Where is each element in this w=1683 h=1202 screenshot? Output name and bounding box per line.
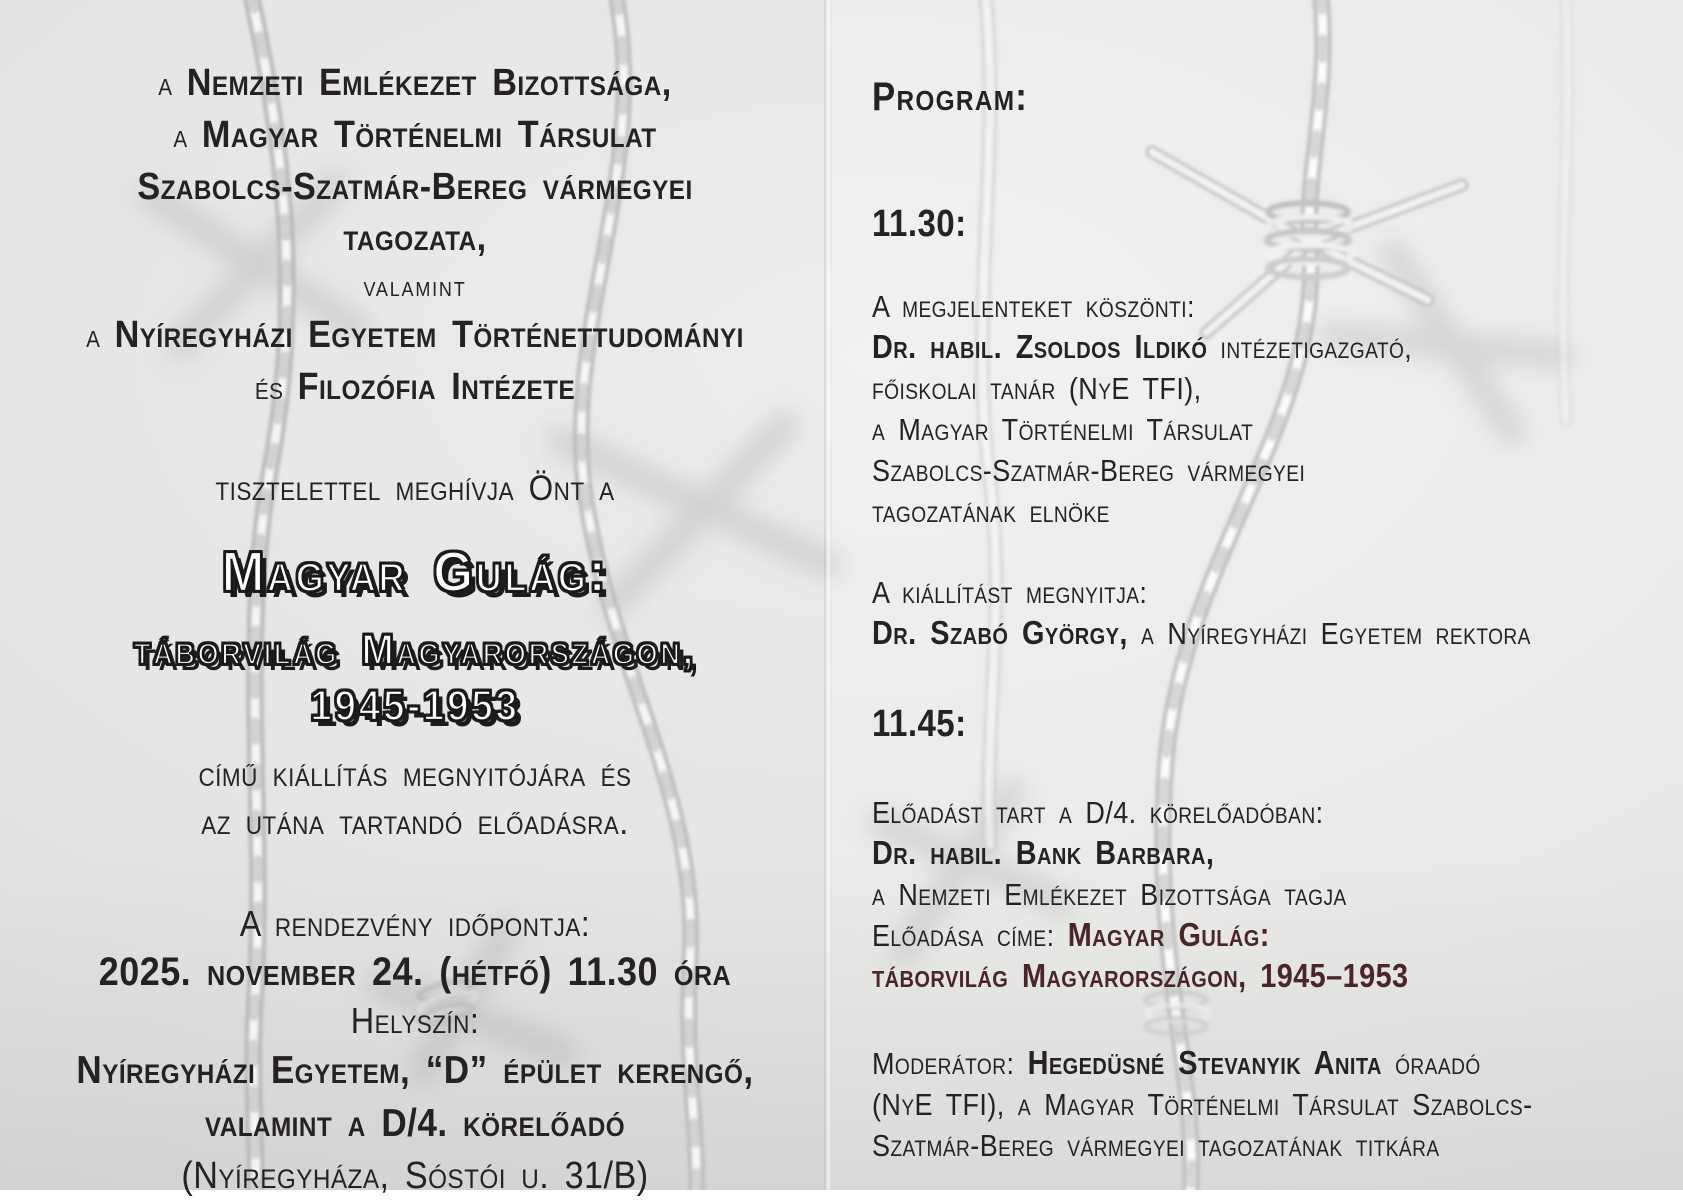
- article: és: [254, 370, 298, 407]
- organizer-line-1: [67, 58, 764, 110]
- lecture-title-part-2: táborvilág Magyarországon, 1945–1953: [872, 958, 1409, 995]
- opening-label: A kiállítást megnyitja:: [872, 575, 1148, 610]
- exhibition-title-line-1: Magyar Gulág:: [221, 540, 609, 604]
- moderator-name: Hegedüsné Stevanyik Anita: [1027, 1045, 1382, 1082]
- speaker-name: Dr. habil. Zsoldos Ildikó: [872, 329, 1208, 366]
- lecture-label: Előadást tart a D/4. körelőadóban:: [872, 795, 1324, 830]
- moderator-line: [872, 1043, 1638, 1084]
- organizer-name: Filozófia Intézete: [297, 366, 576, 408]
- greeting-speaker: [872, 327, 1638, 368]
- organizer-name: Magyar Történelmi Társulat: [201, 114, 657, 156]
- speaker-name: Dr. Szabó György,: [872, 615, 1128, 652]
- lecture-line-2: a Nemzeti Emlékezet Bizottsága tagja: [872, 877, 1347, 912]
- organizer-line-2: [67, 110, 764, 162]
- greeting-line-3: a Magyar Történelmi Társulat: [872, 412, 1254, 447]
- article: a: [173, 118, 202, 155]
- event-date-label: A rendezvény időpontja:: [239, 903, 591, 944]
- organizer-line-3: Szabolcs-Szatmár-Bereg vármegyei tagozata,: [137, 166, 693, 259]
- venue-address: (Nyíregyháza, Sóstói u. 31/B): [181, 1155, 649, 1197]
- speaker-role: a Nyíregyházi Egyetem rektora: [1127, 616, 1531, 651]
- article: a: [158, 66, 187, 103]
- lecture-title-line: [872, 915, 1638, 956]
- subtitle-line-2: az utána tartandó előadásra.: [201, 801, 629, 842]
- invitation-phrase: tisztelettel meghívja Önt a: [215, 469, 615, 508]
- event-date-value: 2025. november 24. (hétfő) 11.30 óra: [98, 950, 732, 994]
- organizer-line-5: [67, 362, 764, 414]
- article: a: [86, 318, 115, 355]
- venue-line-1: Nyíregyházi Egyetem, “D” épület kerengő,: [76, 1049, 754, 1092]
- subtitle-line-1: című kiállítás megnyitójára és: [198, 753, 632, 794]
- organizer-name: Nemzeti Emlékezet Bizottsága,: [186, 62, 672, 104]
- greeting-label: A megjelenteket köszönti:: [872, 289, 1195, 324]
- invitation-left-page: [67, 58, 764, 1202]
- organizer-line-4: [67, 310, 764, 362]
- subtitle: [67, 750, 764, 846]
- lecture-title-label: Előadása címe:: [872, 918, 1068, 953]
- program-right-page: [872, 74, 1638, 1166]
- moderator-label: Moderátor:: [872, 1046, 1028, 1081]
- conjunction-line: valamint: [363, 271, 467, 303]
- venue-label: Helyszín:: [350, 1000, 480, 1041]
- lecture-speaker: [872, 833, 1638, 874]
- greeting-line-4: Szabolcs-Szatmár-Bereg vármegyei: [872, 453, 1306, 488]
- moderator-line-3: Szatmár-Bereg vármegyei tagozatának titkára: [872, 1128, 1440, 1163]
- program-header: Program:: [872, 75, 1029, 119]
- greeting-line-5: tagozatának elnöke: [872, 494, 1110, 529]
- exhibition-title-line-2: táborvilág Magyarországon, 1945-1953: [134, 626, 696, 730]
- moderator-line-2: (NyE TFI), a Magyar Történelmi Társulat Szabolcs-: [872, 1087, 1533, 1122]
- venue-line-2: valamint a D/4. körelőadó: [204, 1102, 626, 1145]
- greeting-line-2: főiskolai tanár (NyE TFI),: [872, 371, 1202, 406]
- lecture-title-part-1: Magyar Gulág:: [1067, 917, 1270, 954]
- moderator-role: óraadó: [1381, 1046, 1481, 1081]
- opening-speaker: [872, 613, 1638, 654]
- booklet-fold-line: [824, 0, 832, 1190]
- program-time-1145: 11.45:: [872, 703, 967, 745]
- speaker-name: Dr. habil. Bank Barbara,: [872, 835, 1215, 872]
- speaker-role: intézetigazgató,: [1207, 330, 1413, 365]
- program-time-1130: 11.30:: [872, 203, 967, 245]
- lecture-title-line-2: [872, 956, 1638, 997]
- organizer-name: Nyíregyházi Egyetem Történettudományi: [114, 314, 744, 356]
